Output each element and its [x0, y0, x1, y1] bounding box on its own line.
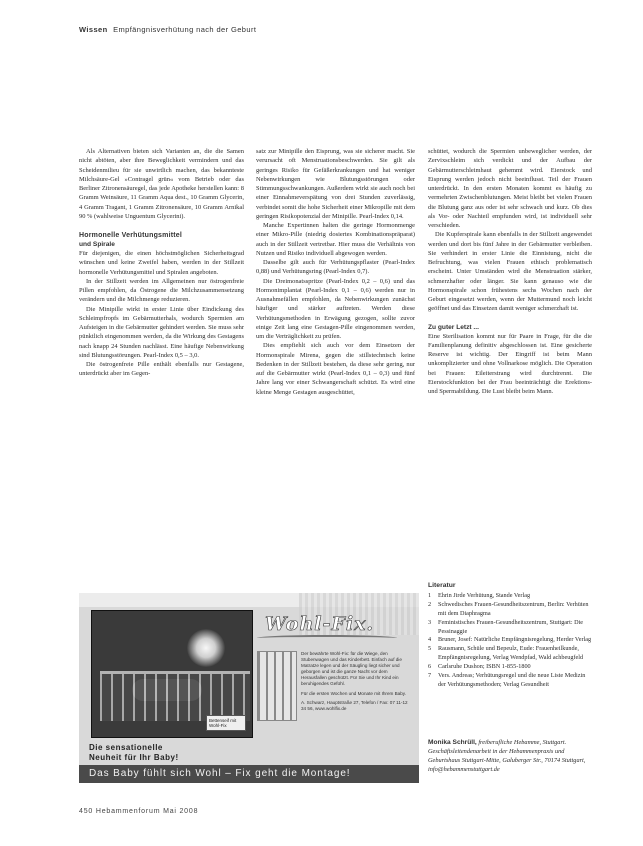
literature-item: [428, 619, 594, 637]
paragraph: Die östrogenfreie Pille enthält ebenfalls nur Gestagene, unterdrückt aber im Gegen-: [79, 361, 244, 378]
section-heading: Zu guter Letzt ...: [428, 323, 479, 331]
paragraph: Für diejenigen, die einen höchstmöglichen Sicherheitsgrad wünschen und keine Zweifel haben, werden in der Stillzeit hormonelle Verhütungsmittel und Spiralen angeboten.: [79, 250, 244, 276]
crib-icon: [257, 651, 297, 721]
journal-name: Hebammenforum Mai 2008: [95, 808, 199, 815]
literature-number: 1: [428, 591, 432, 599]
literature-number: 6: [428, 663, 432, 671]
paragraph: satz zur Minipille den Eisprung, was sie sicherer macht. Sie verursacht oft Menstruationsbeschwerden. Sie gilt als geringes Risiko für Gefäßerkrankungen und hat weniger Nebenwirkungen wie Blutungsstörungen oder Stimmungsschwankungen. Außerdem wirkt sie auch noch bei einer Einnahmeverspätung von drei Stunden zuverlässig, verbindet somit die hohe Sicherheit einer Mikropille mit dem geringen Risikopotenzial der Minipille. Pearl-Index 0,14.: [256, 148, 415, 220]
literature-text: Feministisches Frauen-Gesundheitszentrum, Stuttgart: Die Pessinaggie: [438, 618, 584, 635]
text-column-2: [256, 147, 415, 397]
paragraph: Manche Expertinnen halten die geringe Hormonmenge einer Mikro-Pille (niedrig dosiertes Kombinationspräparat) auch in der Stillzeit vertretbar. Hier muss die Verhältnis von Nutzen und Risiko individuell abgewogen werden.: [256, 222, 415, 257]
literature-text: Ehrin Jirde Verhütung, Stande Verlag: [438, 591, 531, 599]
literature-item: [428, 592, 594, 601]
author-box: [428, 738, 594, 774]
text-column-3: [428, 147, 592, 396]
literature-item: [428, 636, 594, 645]
photo-tag: Bettenseif mit Wohl-Fix: [206, 715, 246, 731]
page-header: [79, 25, 256, 34]
author-bio: freiberufliche Hebamme, Stuttgart. Geschäftsleitendenarbeit in der Hebammenpraxis und Geburtshaus Stuttgart-Mitte, Galuberger Str., 70174 Stuttgart, info@hebammenstuttgart.de: [428, 739, 586, 773]
literature-item: [428, 601, 594, 619]
literature-item: [428, 645, 594, 663]
literature-item: [428, 663, 594, 672]
literature-number: 3: [428, 618, 432, 626]
literature-items: [428, 592, 594, 690]
page-number: 450: [79, 808, 94, 815]
ad-bottom-bar: [79, 765, 419, 783]
ad-body-text: [301, 651, 413, 715]
ad-tagline: Das Baby fühlt sich Wohl – Fix geht die Montage!: [89, 768, 351, 779]
literature-text: Vers. Andreas; Verhütungsregel und die neue Liste Medizin der Verhütungsmethoden; Verlag Gesundheit: [438, 672, 586, 688]
section-subtitle: Empfängnisverhütung nach der Geburt: [113, 25, 257, 34]
literature-number: 7: [428, 672, 432, 680]
literature-title: Literatur: [428, 582, 456, 589]
baby-crib-photo: [91, 610, 253, 738]
paragraph: Eine Sterilisation kommt nur für Paare in Frage, für die die Familienplanung definitiv abgeschlossen ist. Eine gesicherte Reserve ist wichtig. Der Eingriff ist beim Mann unkomplizierter und ohne Vollnarkose möglich. Die Operation bei Frauen: Eileiterstrang wird durchtrennt. Die Eierstockfunktion bei der Frau beeinträchtigt die Erektions- und Spermabildung. Die Lust bleibt beim Mann.: [428, 332, 592, 395]
brand-logo: Wohl-Fix.: [265, 613, 375, 635]
advertisement: [79, 593, 419, 783]
literature-item: [428, 672, 594, 690]
paragraph: Die Dreimonatsspritze (Pearl-Index 0,2 – 0,6) und das Hormonimplantat (Pearl-Index 0,1 – 0,6) werden nur in Ausnahmefällen empfohlen, da Nebenwirkungen zunächst häufiger und stärker auftreten. Werden diese Verhütungsmethoden in Erwägung gezogen, sollte zuvor einige Zeit lang eine Gestagen-Pille eingenommen werden, um die Verträglichkeit zu prüfen.: [256, 277, 415, 340]
literature-number: 4: [428, 636, 432, 644]
literature-number: 5: [428, 645, 432, 653]
paragraph: schüttet, wodurch die Spermien unbeweglicher werden, der Zervixschleim sich verdickt und der Aufbau der Gebärmutterschleimhaut gehemmt wird. Eierstock und Eisprung werden jedoch nicht beeinflusst. Teil der Frauen unterdrückt. In den ersten Monaten kommt es häufig zu vermehrten Zwischenblutungen. Meist bleibt bei vielen Frauen die Blutung ganz aus oder ist sehr schwach und kurz. Ob dies als Vor- oder Nachteil empfunden wird, ist individuell sehr verschieden.: [428, 148, 592, 229]
section-subheading: und Spirale: [79, 241, 115, 248]
text-column-1: [79, 147, 244, 379]
ad-contact: A. Schwarz, Hauptstraße 27, Telefon / Fax: 07 11-12 34 56, www.wohlfix.de: [301, 699, 408, 711]
literature-text: Carlsruhe Dushon; ISBN 1-855-1800: [438, 663, 531, 671]
paragraph: Als Alternativen bieten sich Varianten an, die die Samen nicht abtöten, aber ihre Beweglichkeit vermindern und das Scheidenmilieu für sie unwirtlich machen, das bekannteste Milchsäure-Gel »Contragel grün« vom Betrieb oder das Berliner Zitronensäuregel, das jede Apotheke herstellen kann: 8 Gramm Weinsäure, 11 Gramm Aqua dest., 10 Gramm Glycerin, 4 Gramm Tragant, 1 Gramm Zitronensäure, 10 Gramm Arnikal 90 % (wahlweise Unguentum Glycerini).: [79, 148, 244, 220]
section-label: Wissen: [79, 25, 108, 34]
literature-list: [428, 582, 594, 690]
literature-text: Rausmann, Schüle und Bepeulz, Eude: Frauenheilkunde, Empfängnisregelung, Verlag Wendpfad, Wald achbeugfeld: [438, 645, 584, 662]
literature-text: Schwedisches Frauen-Gesundheitszentrum, Berlin: Verhüten mit dem Diaphragma: [438, 600, 589, 617]
ad-slogan: Die sensationelle Neuheit für Ihr Baby!: [89, 743, 179, 762]
literature-number: 2: [428, 600, 432, 608]
paragraph: In der Stillzeit werden im Allgemeinen nur östrogenfreie Pillen empfohlen, da Östrogene die Milchzusammensetzung verändern und die Milchmenge reduzieren.: [79, 277, 244, 304]
page-footer: [79, 808, 198, 815]
paragraph: Die Kupferspirale kann ebenfalls in der Stillzeit angewendet werden und dort bis fünf Jahre in der Gebärmutter verbleiben. Sie verhindert in erster Linie die Einnistung, nicht die Befruchtung, was vielen Frauen ethisch problematisch erscheint. Unter Umständen wird die Menstruation stärker, schmerzhafter oder länger. Sie kann genauso wie die Hormonspirale schon frühestens sechs Wochen nach der Geburt eingesetzt werden, wenn der Muttermund noch leicht geöffnet und das Einsetzen damit weniger schmerzhaft ist.: [428, 231, 592, 313]
paragraph: Dies empfiehlt sich auch vor dem Einsetzen der Hormonspirale Mirena, gegen die stillstechnisch keine Bedenken in der Stillzeit bestehen, da diese sehr gering, nur auf die Gebärmutter wirkt (Pearl-Index 0,1 – 0,3) und fünf Jahre lang vor einer Schwangerschaft schützt. Es wird eine kleine Menge Gestagen ausgeschüttet,: [256, 342, 415, 396]
ad-paragraph: Der bewährte Wohl-Fix: für die Wiege, den Stubenwagen und das Kinderbett. Einfach auf die Matratze legen und der Säugling liegt sicher und geborgen und ist die ganze Nacht vor dem Herausfallen geschützt. Für Sie und Ihr Kind ein beruhigendes Gefühl.: [301, 651, 402, 687]
section-heading: Hormonelle Verhütungsmittel: [79, 232, 183, 239]
paragraph: Die Minipille wirkt in erster Linie über Eindickung des Schleimpfropfs im Gebärmutterhals, wodurch Spermien am Aufsteigen in die Gebärmutter gehindert werden. Sie muss sehr pünktlich eingenommen werden, da die Wirkung des Gestagens nach knapp 24 Stunden nachlässt. Eine häufige Nebenwirkung sind Blutungsstörungen. Pearl-Index 0,5 – 3,0.: [79, 305, 244, 359]
paragraph: Dasselbe gilt auch für Verhütungspflaster (Pearl-Index 0,88) und Verhütungsring (Pearl-Index 0,7).: [256, 259, 415, 276]
ad-paragraph: Für die ersten Wochen und Monate mit Ihrem Baby.: [301, 690, 407, 696]
literature-text: Bruner, Josef: Natürliche Empfängnisregelung, Herder Verlag: [438, 636, 592, 644]
author-name: Monika Schrüll,: [428, 739, 477, 746]
